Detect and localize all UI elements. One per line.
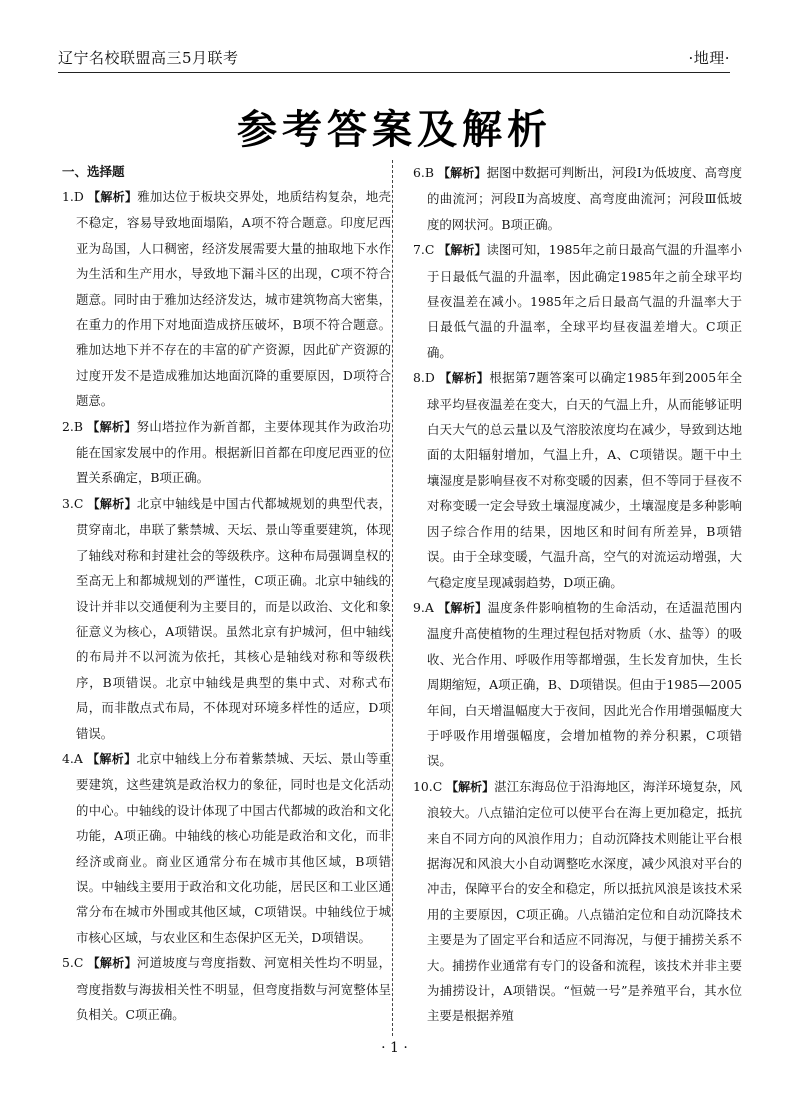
answer-number: 7. (413, 242, 425, 258)
analysis-tag: 【解析】 (446, 779, 495, 794)
answer-item (409, 774, 742, 1029)
page-number: · 1 · (381, 1040, 408, 1056)
answer-columns (58, 160, 742, 1036)
answer-choice: C (424, 242, 435, 258)
answer-number: 2. (62, 418, 74, 434)
page-title: 参考答案及解析 (237, 107, 552, 153)
answer-item (409, 365, 742, 595)
answer-number: 4. (62, 750, 74, 766)
answer-choice: B (424, 165, 434, 180)
answer-text: 温度条件影响植物的生命活动，在适温范围内温度升高使植物的生理过程包括对物质（水、盐等）的吸收、光合作用、呼吸作用等都增强，生长发育加快，生长周期缩短，A项正确，B、D项错误。但由于1985—2005年间，白天增温幅度大于夜间，因此光合作用增强幅度大于呼吸作用增强幅度，会增加植物的养分积累，C项错误。 (427, 599, 742, 769)
section-heading: 一、选择题 (62, 164, 125, 179)
page-header (58, 42, 730, 73)
answer-text: 读图可知，1985年之前日最高气温的升温率小于日最低气温的升温率，因此确定1985年之前全球平均昼夜温差在减小。1985年之后日最高气温的升温率大于日最低气温的升温率，全球平均昼夜温差增大。C项正确。 (427, 242, 742, 360)
answer-item (409, 595, 742, 774)
answer-choice: D (73, 189, 84, 204)
answer-text: 湛江东海岛位于沿海地区，海洋环境复杂，风浪较大。八点锚泊定位可以使平台在海上更加稳定，抵抗来自不同方向的风浪作用力；自动沉降技术则能让平台根据海况和风浪大小自动调整吃水深度，减少风浪对平台的冲击，保障平台的安全和稳定，所以抵抗风浪是该技术采用的主要原因，C项正确。八点锚泊定位和自动沉降技术主要是为了固定平台和适应不同海况，与便于捕捞关系不大。捕捞作业通常有专门的设备和流程，该技术并非主要为捕捞设计，A项错误。“恒兢一号”是养殖平台，其水位主要是根据养殖 (427, 778, 742, 1024)
answer-choice: B (73, 418, 83, 434)
answer-text: 河道坡度与弯度指数、河宽相关性均不明显，弯度指数与海拔相关性不明显，但弯度指数与河宽整体呈负相关。C项正确。 (76, 955, 391, 1022)
answer-choice: A (73, 750, 83, 766)
answer-text: 雅加达位于板块交界处，地质结构复杂，地壳不稳定，容易导致地面塌陷，A项不符合题意。印度尼西亚为岛国，人口稠密，经济发展需要大量的抽取地下水作为生活和生产用水，导致地下漏斗区的出现，C项不符合题意。同时由于雅加达经济发达，城市建筑物高大密集，在重力的作用下对地面造成挤压破坏，B项不符合题意。雅加达地下并不存在的丰富的矿产资源，因此矿产资源的过度开发不是造成雅加达地面沉降的重要原因，D项符合题意。 (76, 189, 391, 409)
analysis-tag: 【解析】 (88, 190, 138, 204)
answer-text: 据图中数据可判断出，河段Ⅰ为低坡度、高弯度的曲流河；河段Ⅱ为高坡度、高弯度曲流河；河段Ⅲ低坡度的网状河。B项正确。 (427, 165, 742, 232)
answer-number: 8. (413, 370, 425, 386)
answer-item (58, 414, 391, 491)
exam-name: 辽宁名校联盟高三5月联考 (58, 49, 239, 67)
answer-text: 北京中轴线上分布着紫禁城、天坛、景山等重要建筑，这些建筑是政治权力的象征，同时也是文化活动的中心。中轴线的设计体现了中国古代都城的政治和文化功能，A项正确。中轴线的核心功能是政治和文化，而非经济或商业。商业区通常分布在城市其他区域，B项错误。中轴线主要用于政治和文化功能，居民区和工业区通常分布在城市外围或其他区域，C项错误。中轴线位于城市核心区域，与农业区和生态保护区无关，D项错误。 (76, 750, 391, 945)
answer-choice: A (424, 599, 434, 615)
answer-number: 9. (413, 599, 425, 615)
analysis-tag: 【解析】 (438, 600, 488, 615)
answer-number: 6. (413, 165, 425, 180)
answer-text: 努山塔拉作为新首都，主要体现其作为政治功能在国家发展中的作用。根据新旧首都在印度尼西亚的位置关系确定，B项正确。 (76, 418, 391, 486)
answer-number: 3. (62, 495, 74, 511)
analysis-tag: 【解析】 (87, 751, 137, 766)
answer-number: 1. (62, 189, 74, 204)
answer-item (58, 746, 391, 950)
right-column (409, 160, 742, 1036)
answer-choice: C (73, 495, 84, 511)
answer-number: 5. (62, 955, 74, 971)
answer-item (409, 237, 742, 365)
left-column (58, 160, 391, 1036)
answer-choice: C (432, 778, 443, 794)
answer-item (409, 160, 742, 237)
answer-choice: C (73, 955, 84, 971)
answer-choice: D (424, 370, 435, 386)
analysis-tag: 【解析】 (87, 419, 137, 434)
analysis-tag: 【解析】 (439, 371, 490, 386)
subject-label: ·地理· (688, 49, 730, 67)
analysis-tag: 【解析】 (438, 243, 487, 258)
analysis-tag: 【解析】 (87, 956, 137, 971)
answer-item (58, 491, 391, 746)
answer-text: 北京中轴线是中国古代都城规划的典型代表，贯穿南北，串联了紫禁城、天坛、景山等重要建筑，体现了轴线对称和封建社会的等级秩序。这种布局强调皇权的至高无上和都城规划的严谨性，C项正确。北京中轴线的设计并非以交通便利为主要目的，而是以政治、文化和象征意义为核心，A项错误。虽然北京有护城河，但中轴线的布局并不以河流为依托，其核心是轴线对称和等级秩序，B项错误。北京中轴线是典型的集中式、对称式布局，而非散点式布局，不体现对环境多样性的适应，D项错误。 (76, 495, 391, 741)
analysis-tag: 【解析】 (438, 166, 487, 180)
answer-text: 根据第7题答案可以确定1985年到2005年全球平均昼夜温差在变大，白天的气温上升，从而能够证明白天大气的总云量以及气溶胶浓度均在减少，导致到达地面的太阳辐射增加，气温上升，A、C项错误。题干中土壤湿度是影响昼夜不对称变暖的因素，但不等同于昼夜不对称变暖一定会导致土壤湿度减少，土壤湿度是多种影响因子综合作用的结果，因地区和时间有所差异，B项错误。由于全球变暖，气温升高，空气的对流运动增强，大气稳定度呈现减弱趋势，D项正确。 (427, 370, 742, 590)
answer-item (58, 184, 391, 414)
answer-number: 10. (413, 778, 433, 794)
analysis-tag: 【解析】 (87, 496, 137, 511)
answer-item (58, 950, 391, 1027)
